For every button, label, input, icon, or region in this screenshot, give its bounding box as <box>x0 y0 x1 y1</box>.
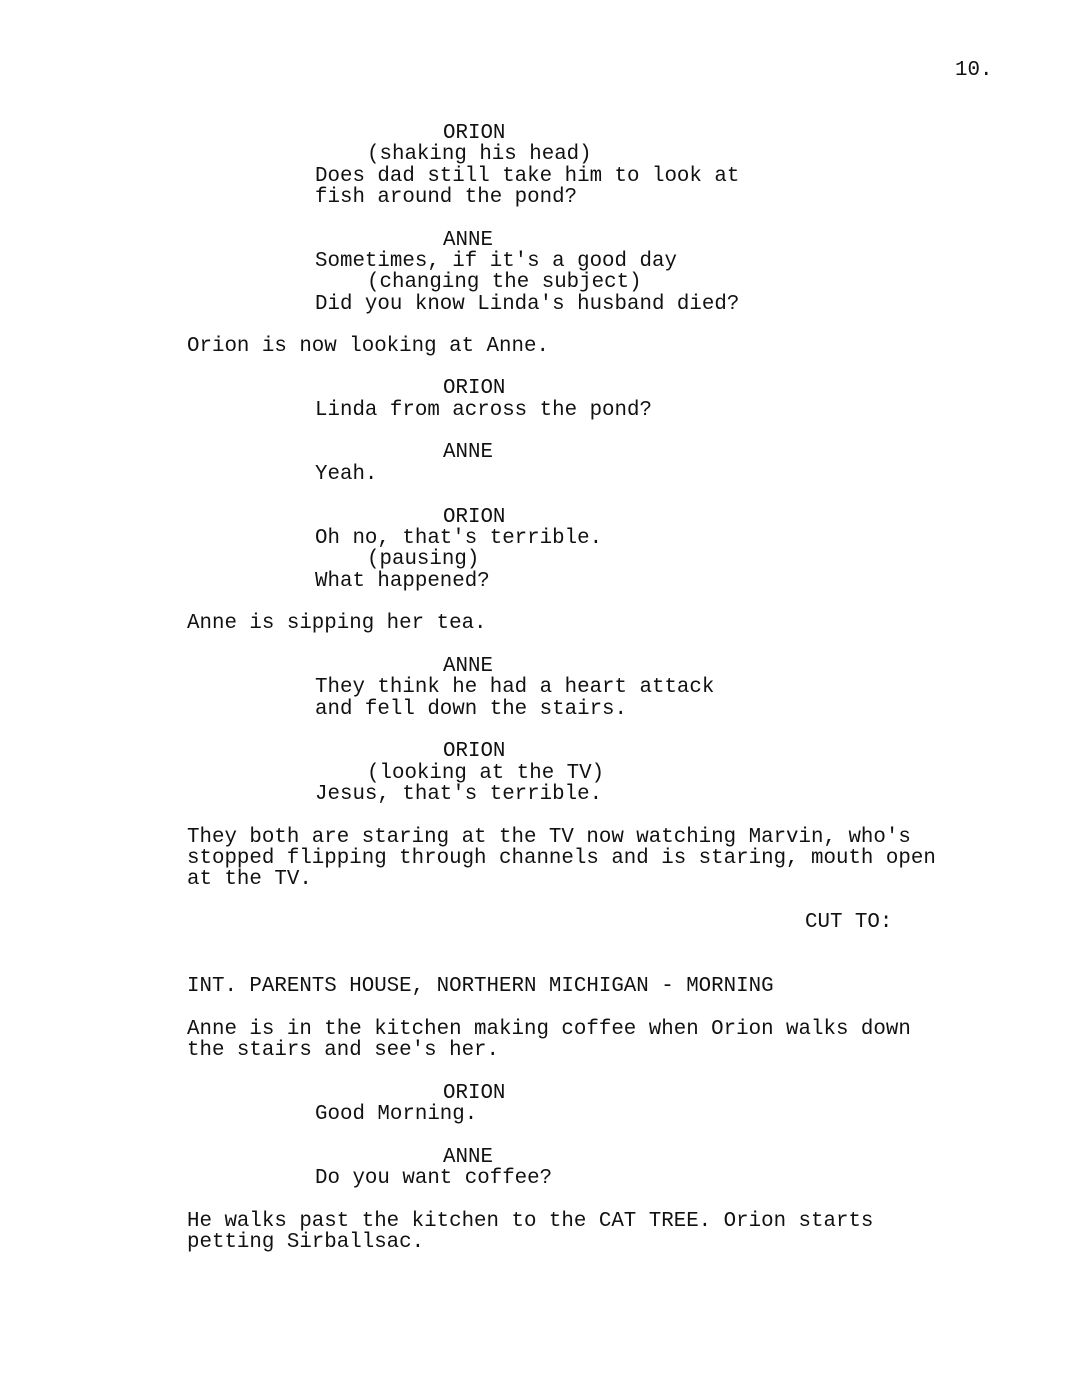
dialogue-line: Good Morning. <box>315 1103 478 1126</box>
parenthetical: (looking at the TV) <box>367 762 605 785</box>
dialogue-line: They think he had a heart attack <box>315 676 715 699</box>
dialogue-line: Oh no, that's terrible. <box>315 527 603 550</box>
dialogue-line: Did you know Linda's husband died? <box>315 293 740 316</box>
dialogue-line: fish around the pond? <box>315 186 578 209</box>
action-line: They both are staring at the TV now watching Marvin, who's <box>187 826 911 849</box>
character-name: ORION <box>443 506 506 529</box>
character-name: ANNE <box>443 441 493 464</box>
action-line: the stairs and see's her. <box>187 1039 500 1062</box>
dialogue-line: Sometimes, if it's a good day <box>315 250 677 273</box>
character-name: ORION <box>443 122 506 145</box>
action-line: petting Sirballsac. <box>187 1231 425 1254</box>
parenthetical: (shaking his head) <box>367 143 592 166</box>
character-name: ANNE <box>443 1146 493 1169</box>
character-name: ANNE <box>443 655 493 678</box>
character-name: ANNE <box>443 229 493 252</box>
character-name: ORION <box>443 740 506 763</box>
dialogue-line: Does dad still take him to look at <box>315 165 740 188</box>
page-number: 10. <box>955 59 993 82</box>
character-name: ORION <box>443 1082 506 1105</box>
character-name: ORION <box>443 377 506 400</box>
parenthetical: (changing the subject) <box>367 271 642 294</box>
scene-heading: INT. PARENTS HOUSE, NORTHERN MICHIGAN - MORNING <box>187 975 774 998</box>
action-line: Orion is now looking at Anne. <box>187 335 549 358</box>
dialogue-line: Linda from across the pond? <box>315 399 652 422</box>
action-line: He walks past the kitchen to the CAT TREE. Orion starts <box>187 1210 874 1233</box>
dialogue-line: Yeah. <box>315 463 378 486</box>
dialogue-line: Jesus, that's terrible. <box>315 783 603 806</box>
action-line: Anne is sipping her tea. <box>187 612 487 635</box>
parenthetical: (pausing) <box>367 548 480 571</box>
dialogue-line: and fell down the stairs. <box>315 698 628 721</box>
action-line: stopped flipping through channels and is staring, mouth open <box>187 847 936 870</box>
action-line: at the TV. <box>187 868 312 891</box>
dialogue-line: What happened? <box>315 570 490 593</box>
dialogue-line: Do you want coffee? <box>315 1167 553 1190</box>
action-line: Anne is in the kitchen making coffee when Orion walks down <box>187 1018 911 1041</box>
transition: CUT TO: <box>805 911 893 934</box>
